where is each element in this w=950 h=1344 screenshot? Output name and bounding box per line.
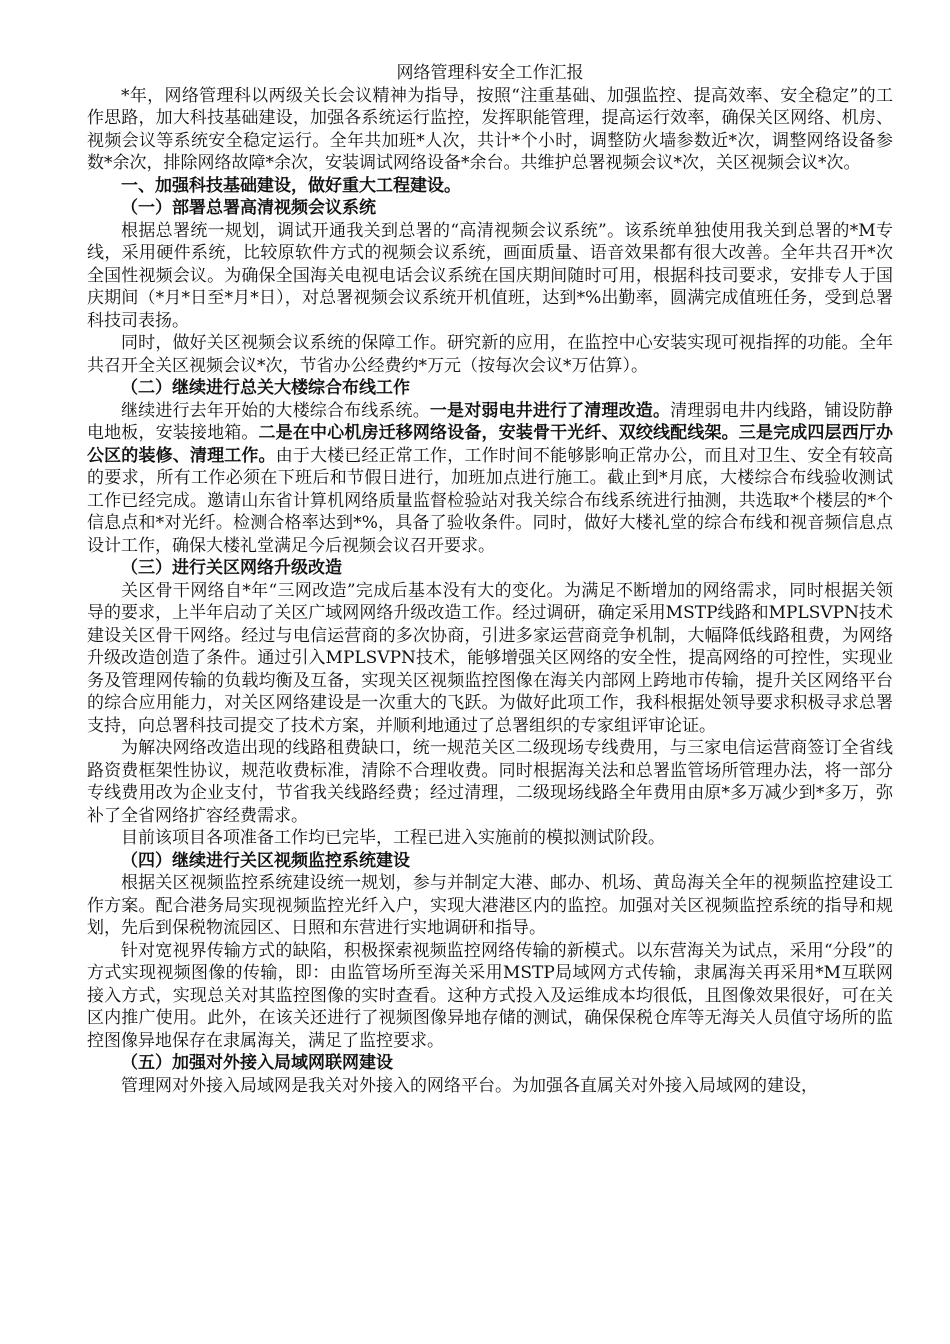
paragraph: 根据总署统一规划，调试开通我关到总署的“高清视频会议系统”。该系统单独使用我关到总署的*M专线，采用硬件系统，比较原软件方式的视频会议系统，画面质量、语音效果都有很大改善。全年共召开*次全国性视频会议。为确保全国海关电视电话会议系统在国庆期间随时可用，根据科技司要求，安排专人于国庆期间（*月*日至*月*日），对总署视频会议系统开机值班，达到*%出勤率，圆满完成值班任务，受到总署科技司表扬。 (87, 220, 893, 331)
paragraph: 目前该项目各项准备工作均已完毕，工程已进入实施前的模拟测试阶段。 (121, 828, 665, 848)
paragraph (87, 400, 893, 558)
paragraph: 为解决网络改造出现的线路租费缺口，统一规范关区二级现场专线费用，与三家电信运营商签订全省线路资费框架性协议，规范收费标准，清除不合理收费。同时根据海关法和总署监管场所管理办法，将一部分专线费用改为企业支付，节省我关线路经费；经过清理，二级现场线路全年费用由原*多万减少到*多万，弥补了全省网络扩容经费需求。 (87, 738, 893, 826)
text-run: 继续进行去年开始的大楼综合布线系统。 (121, 400, 430, 421)
paragraph: 针对宽视界传输方式的缺陷，积极探索视频监控网络传输的新模式。以东营海关为试点，采用“分段”的方式实现视频图像的传输，即：由监管场所至海关采用MSTP局域网方式传输，隶属海关再采用*M互联网接入方式，实现总关对其监控图像的实时查看。这种方式投入及运维成本均很低，且图像效果很好，可在关区内推广使用。此外，在该关还进行了视频图像异地存储的测试，确保保税仓库等无海关人员值守场所的监控图像异地保存在隶属海关，满足了监控要求。 (87, 940, 893, 1051)
text-run: 由于大楼已经正常工作，工作时间不能够影响正常办公，而且对卫生、安全有较高的要求，所有工作必须在下班后和节假日进行，加班加点进行施工。截止到*月底，大楼综合布线验收测试工作已经完成。邀请山东省计算机网络质量监督检验站对我关综合布线系统进行抽测，共选取*个楼层的*个信息点和*对光纤。检测合格率达到*%，具备了验收条件。同时，做好大楼礼堂的综合布线和视音频信息点设计工作，确保大楼礼堂满足今后视频会议召开要求。 (87, 445, 894, 556)
bold-text-run: 一是对弱电井进行了清理改造。 (429, 400, 671, 421)
document-title: 网络管理科安全工作汇报 (396, 63, 584, 83)
subsection-heading-5: （五）加强对外接入局域网联网建设 (121, 1053, 393, 1073)
section-heading-1: 一、加强科技基础建设，做好重大工程建设。 (121, 175, 461, 196)
paragraph: 关区骨干网络自*年“三网改造”完成后基本没有大的变化。为满足不断增加的网络需求，同时根据关领导的要求，上半年启动了关区广域网网络升级改造工作。经过调研，确定采用MSTP线路和MPLSVPN技术建设关区骨干网络。经过与电信运营商的多次协商，引进多家运营商竞争机制，大幅降低线路租费，为网络升级改造创造了条件。通过引入MPLSVPN技术，能够增强关区网络的安全性，提高网络的可控性，实现业务及管理网传输的负载均衡及互备，实现关区视频监控图像在海关内部网上跨地市传输，提升关区网络平台的综合应用能力，对关区网络建设是一次重大的飞跃。为做好此项工作，我科根据处领导要求积极寻求总署支持，向总署科技司提交了技术方案，并顺利地通过了总署组织的专家组评审论证。 (87, 580, 893, 736)
text-run: 清理弱电井内线路，铺设防静电地板，安装接地箱。 (87, 400, 894, 443)
document-page (87, 62, 893, 1097)
paragraph: 管理网对外接入局域网是我关对外接入的网络平台。为加强各直属关对外接入局域网的建设， (121, 1075, 818, 1096)
bold-text-run: 二是在中心机房迁移网络设备，安装骨干光纤、双绞线配线架。三是完成四层西厅办公区的装修、清理工作。 (87, 423, 894, 466)
subsection-heading-1: （一）部署总署高清视频会议系统 (121, 198, 376, 218)
subsection-heading-2: （二）继续进行总关大楼综合布线工作 (121, 378, 410, 398)
paragraph: 根据关区视频监控系统建设统一规划，参与并制定大港、邮办、机场、黄岛海关全年的视频监控建设工作方案。配合港务局实现视频监控光纤入户，实现大港港区内的监控。加强对关区视频监控系统的指导和规划，先后到保税物流园区、日照和东营进行实地调研和指导。 (87, 873, 893, 938)
subsection-heading-4: （四）继续进行关区视频监控系统建设 (121, 850, 410, 871)
paragraph: 同时，做好关区视频会议系统的保障工作。研究新的应用，在监控中心安装实现可视指挥的功能。全年共召开全关区视频会议*次，节省办公经费约*万元（按每次会议*万估算）。 (87, 333, 893, 376)
intro-paragraph: *年，网络管理科以两级关长会议精神为指导，按照“注重基础、加强监控、提高效率、安全稳定”的工作思路，加大科技基础建设，加强各系统运行监控，发挥职能管理，提高运行效率，确保关区网络、机房、视频会议等系统安全稳定运行。全年共加班*人次，共计*个小时，调整防火墙参数近*次，调整网络设备参数*余次，排除网络故障*余次，安装调试网络设备*余台。共维护总署视频会议*次，关区视频会议*次。 (87, 85, 893, 173)
subsection-heading-3: （三）进行关区网络升级改造 (121, 558, 342, 578)
